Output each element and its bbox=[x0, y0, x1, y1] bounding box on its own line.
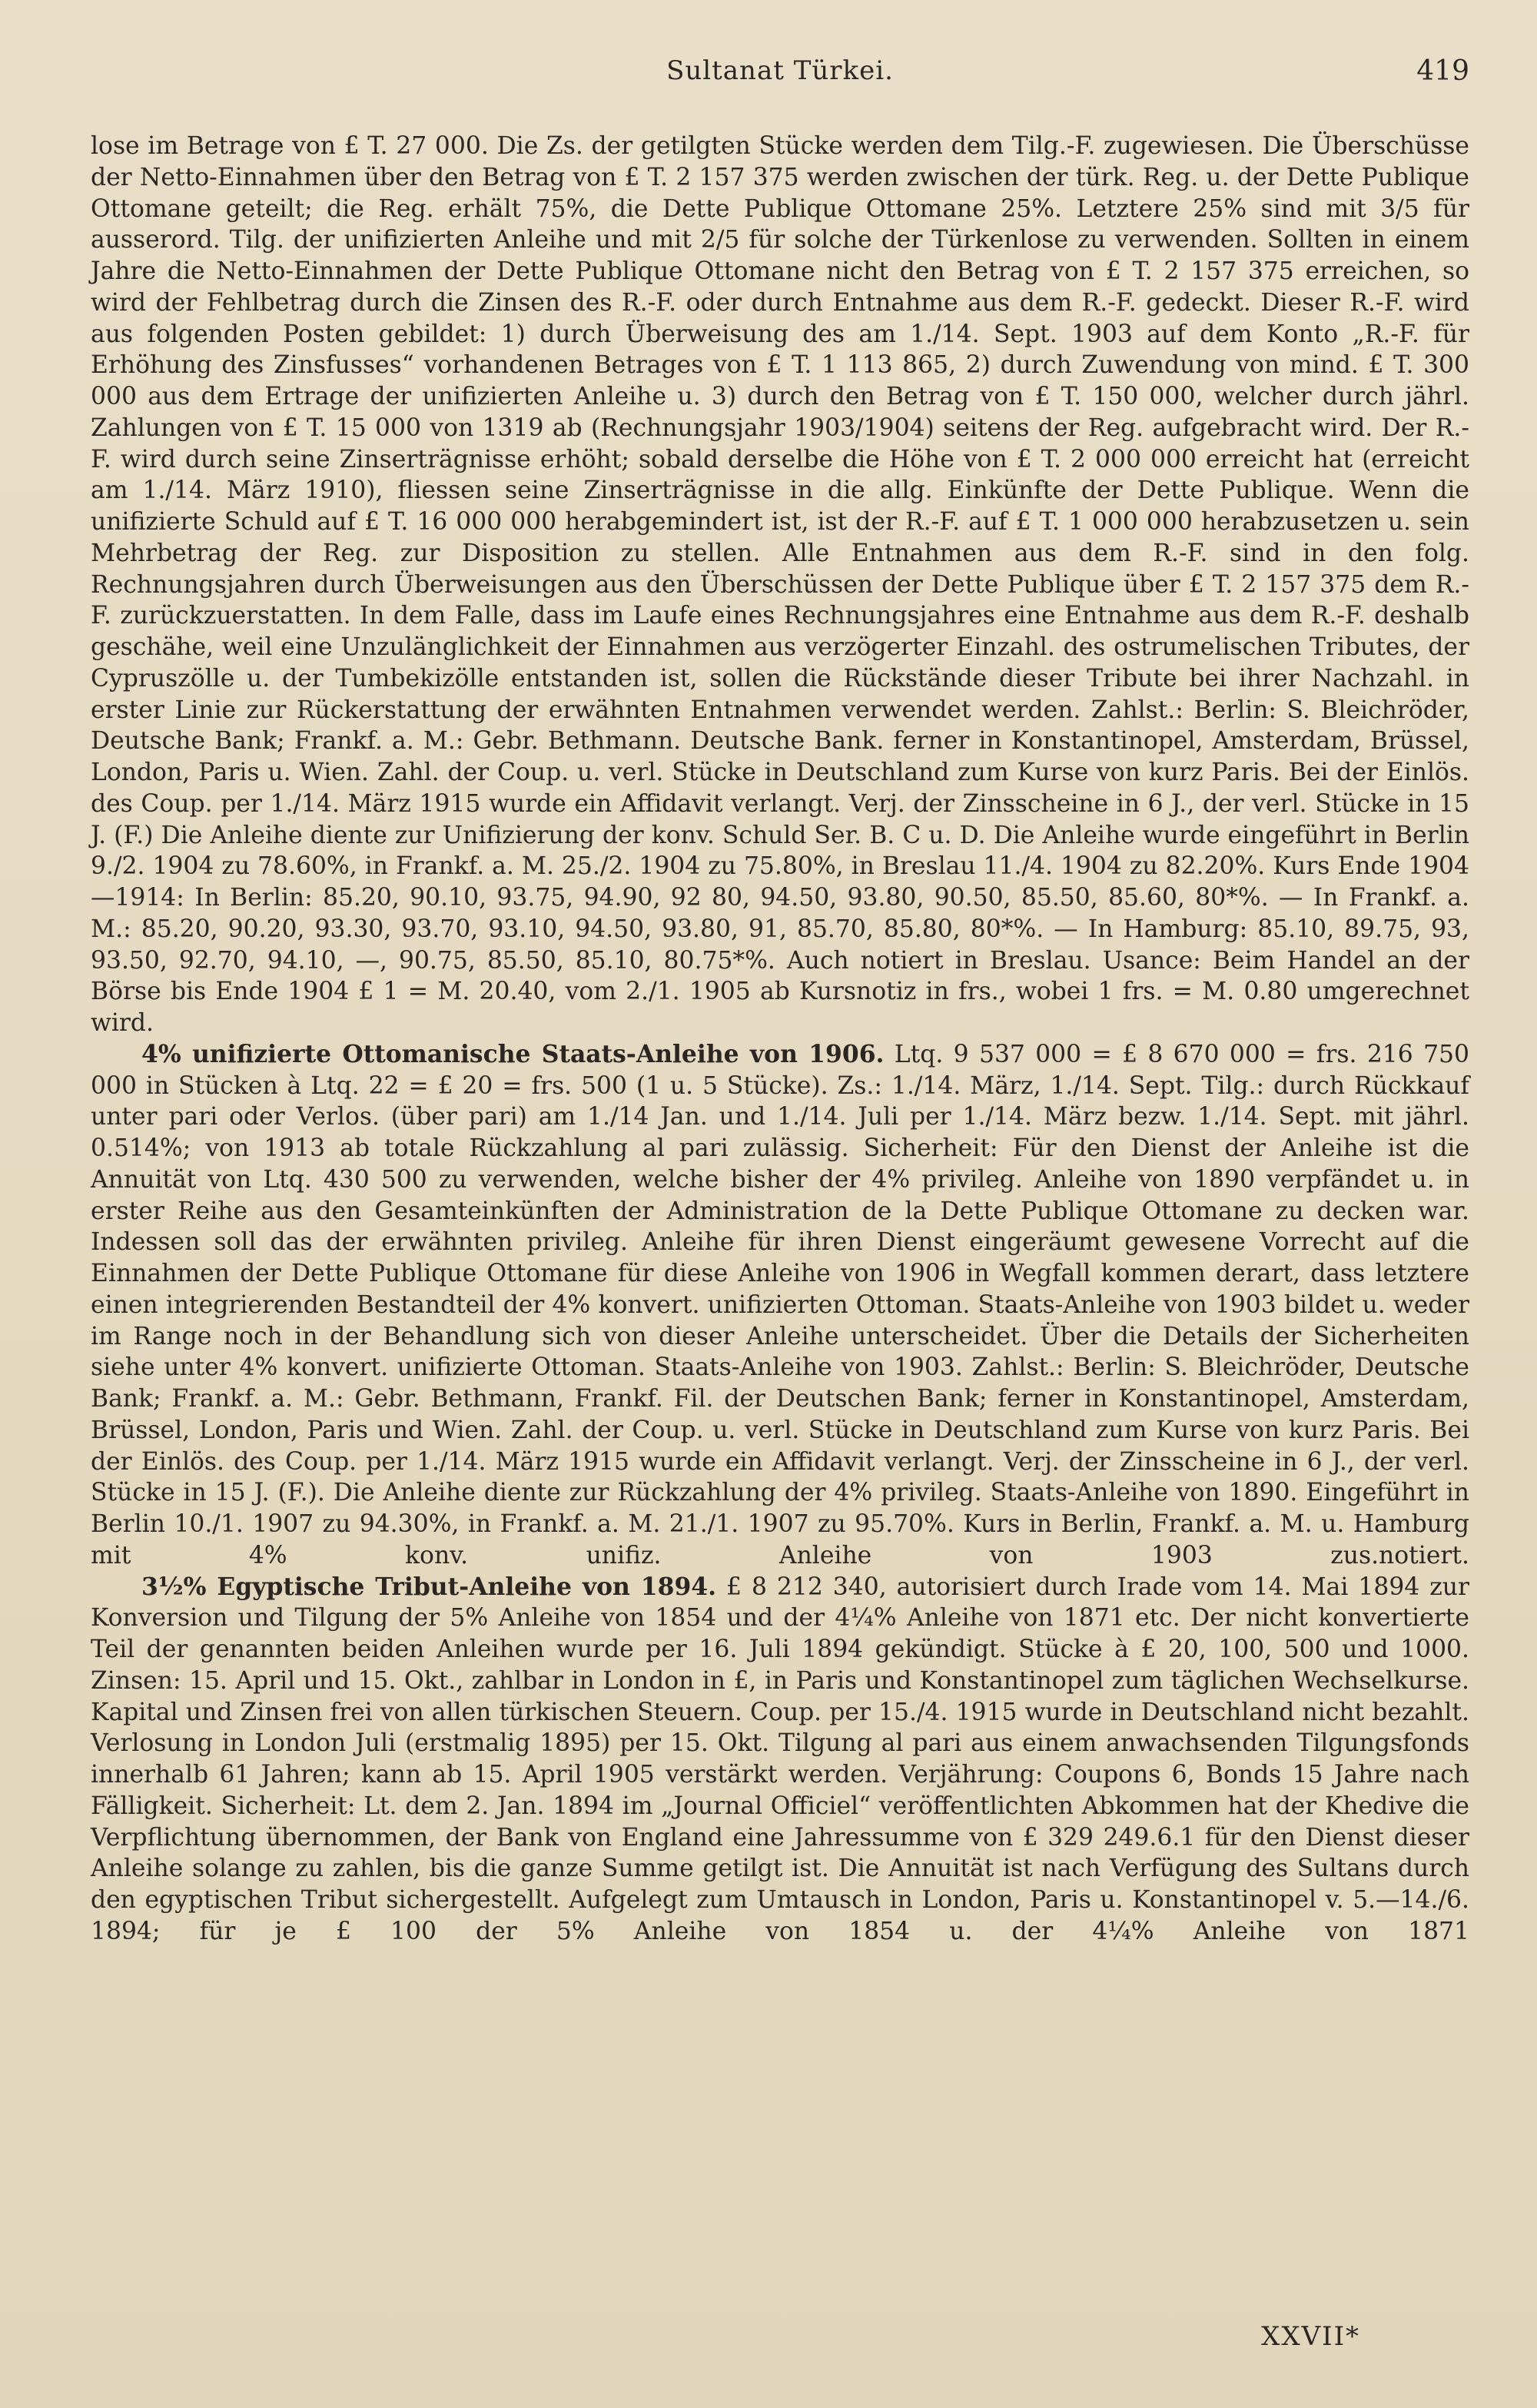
body-text bbox=[91, 131, 1469, 1948]
paragraph-text: £ 8 212 340, autorisiert durch Irade vom 14. Mai 1894 zur Konversion und Tilgung der 5% Anleihe von 1854 und der 4¼% Anleihe von 1871 etc. Der nicht konvertierte Teil der genannten beiden Anleihen wurde per 16. Juli 1894 gekündigt. Stücke à £ 20, 100, 500 und 1000. Zinsen: 15. April und 15. Okt., zahlbar in London in £, in Paris und Konstantinopel zum täglichen Wechselkurse. Kapital und Zinsen frei von allen türkischen Steuern. Coup. per 15./4. 1915 wurde in Deutschland nicht bezahlt. Verlosung in London Juli (erstmalig 1895) per 15. Okt. Tilgung al pari aus einem anwachsenden Tilgungsfonds innerhalb 61 Jahren; kann ab 15. April 1905 verstärkt werden. Verjährung: Coupons 6, Bonds 15 Jahre nach Fälligkeit. Sicherheit: Lt. dem 2. Jan. 1894 im „Journal Officiel“ veröffentlichten Abkommen hat der Khedive die Verpflichtung übernommen, der Bank von England eine Jahressumme von £ 329 249.6.1 für den Dienst dieser Anleihe solange zu zahlen, bis die ganze Summe getilgt ist. Die Annuität ist nach Verfügung des Sultans durch den egyptischen Tribut sichergestellt. Aufgelegt zum Umtausch in London, Paris u. Konstantinopel v. 5.—14./6. 1894; für je £ 100 der 5% Anleihe von 1854 u. der 4¼% Anleihe von 1871 bbox=[91, 1573, 1469, 1945]
paragraph-heading: 4% unifizierte Ottomanische Staats-Anleihe von 1906. bbox=[141, 1040, 885, 1068]
paragraph-reserve-fund bbox=[91, 131, 1469, 1039]
running-title: Sultanat Türkei. bbox=[666, 55, 894, 86]
paragraph-unified-loan-1906 bbox=[91, 1039, 1469, 1572]
paragraph-egyptian-tribute-loan bbox=[91, 1572, 1469, 1948]
signature-mark: XXVII* bbox=[1261, 2321, 1360, 2352]
paragraph-heading: 3½% Egyptische Tribut-Anleihe von 1894. bbox=[141, 1573, 717, 1601]
paragraph-text: lose im Betrage von £ T. 27 000. Die Zs. der getilgten Stücke werden dem Tilg.-F. zugewiesen. Die Überschüsse der Netto-Einnahmen über den Betrag von £ T. 2 157 375 werden zwischen der türk. Reg. u. der Dette Publique Ottomane geteilt; die Reg. erhält 75%, die Dette Publique Ottomane 25%. Letztere 25% sind mit 3/5 für ausserord. Tilg. der unifizierten Anleihe und mit 2/5 für solche der Türkenlose zu verwenden. Sollten in einem Jahre die Netto-Einnahmen der Dette Publique Ottomane nicht den Betrag von £ T. 2 157 375 erreichen, so wird der Fehlbetrag durch die Zinsen des R.-F. oder durch Entnahme aus dem R.-F. gedeckt. Dieser R.-F. wird aus folgenden Posten gebildet: 1) durch Überweisung des am 1./14. Sept. 1903 auf dem Konto „R.-F. für Erhöhung des Zinsfusses“ vorhandenen Betrages von £ T. 1 113 865, 2) durch Zuwendung von mind. £ T. 300 000 aus dem Ertrage der unifizierten Anleihe u. 3) durch den Betrag von £ T. 150 000, welcher durch jährl. Zahlungen von £ T. 15 000 von 1319 ab (Rechnungsjahr 1903/1904) seitens der Reg. aufgebracht wird. Der R.-F. wird durch seine Zinserträgnisse erhöht; sobald derselbe die Höhe von £ T. 2 000 000 erreicht hat (erreicht am 1./14. März 1910), fliessen seine Zinserträgnisse in die allg. Einkünfte der Dette Publique. Wenn die unifizierte Schuld auf £ T. 16 000 000 herabgemindert ist, ist der R.-F. auf £ T. 1 000 000 herabzusetzen u. sein Mehrbetrag der Reg. zur Disposition zu stellen. Alle Entnahmen aus dem R.-F. sind in den folg. Rechnungsjahren durch Überweisungen aus den Überschüssen der Dette Publique über £ T. 2 157 375 dem R.-F. zurückzuerstatten. In dem Falle, dass im Laufe eines Rechnungsjahres eine Entnahme aus dem R.-F. deshalb geschähe, weil eine Unzulänglichkeit der Einnahmen aus verzögerter Einzahl. des ostrumelischen Tributes, der Cypruszölle u. der Tumbekizölle entstanden ist, sollen die Rückstände dieser Tribute bei ihrer Nachzahl. in erster Linie zur Rückerstattung der erwähnten Entnahmen verwendet werden. Zahlst.: Berlin: S. Bleichröder, Deutsche Bank; Frankf. a. M.: Gebr. Bethmann. Deutsche Bank. ferner in Konstantinopel, Amsterdam, Brüssel, London, Paris u. Wien. Zahl. der Coup. u. verl. Stücke in Deutschland zum Kurse von kurz Paris. Bei der Einlös. des Coup. per 1./14. März 1915 wurde ein Affidavit verlangt. Verj. der Zinsscheine in 6 J., der verl. Stücke in 15 J. (F.) Die Anleihe diente zur Unifizierung der konv. Schuld Ser. B. C u. D. Die Anleihe wurde eingeführt in Berlin 9./2. 1904 zu 78.60%, in Frankf. a. M. 25./2. 1904 zu 75.80%, in Breslau 11./4. 1904 zu 82.20%. Kurs Ende 1904—1914: In Berlin: 85.20, 90.10, 93.75, 94.90, 92 80, 94.50, 93.80, 90.50, 85.50, 85.60, 80*%. — In Frankf. a. M.: 85.20, 90.20, 93.30, 93.70, 93.10, 94.50, 93.80, 91, 85.70, 85.80, 80*%. — In Hamburg: 85.10, 89.75, 93, 93.50, 92.70, 94.10, —, 90.75, 85.50, 85.10, 80.75*%. Auch notiert in Breslau. Usance: Beim Handel an der Börse bis Ende 1904 £ 1 = M. 20.40, vom 2./1. 1905 ab Kursnotiz in frs., wobei 1 frs. = M. 0.80 umgerechnet wird. bbox=[91, 132, 1469, 1037]
page-number: 419 bbox=[1416, 55, 1469, 87]
paragraph-text: Ltq. 9 537 000 = £ 8 670 000 = frs. 216 750 000 in Stücken à Ltq. 22 = £ 20 = frs. 500 (1 u. 5 Stücke). Zs.: 1./14. März, 1./14. Sept. Tilg.: durch Rückkauf unter pari oder Verlos. (über pari) am 1./14 Jan. und 1./14. Juli per 1./14. März bezw. 1./14. Sept. mit jährl. 0.514%; von 1913 ab totale Rückzahlung al pari zulässig. Sicherheit: Für den Dienst der Anleihe ist die Annuität von Ltq. 430 500 zu verwenden, welche bisher der 4% privileg. Anleihe von 1890 verpfändet u. in erster Reihe aus den Gesamteinkünften der Administration de la Dette Publique Ottomane zu decken war. Indessen soll das der erwähnten privileg. Anleihe für ihren Dienst eingeräumt gewesene Vorrecht auf die Einnahmen der Dette Publique Ottomane für diese Anleihe von 1906 in Wegfall kommen derart, dass letztere einen integrierenden Bestandteil der 4% konvert. unifizierten Ottoman. Staats-Anleihe von 1903 bildet u. weder im Range noch in der Behandlung sich von dieser Anleihe unterscheidet. Über die Details der Sicherheiten siehe unter 4% konvert. unifizierte Ottoman. Staats-Anleihe von 1903. Zahlst.: Berlin: S. Bleichröder, Deutsche Bank; Frankf. a. M.: Gebr. Bethmann, Frankf. Fil. der Deutschen Bank; ferner in Konstantinopel, Amsterdam, Brüssel, London, Paris und Wien. Zahl. der Coup. u. verl. Stücke in Deutschland zum Kurse von kurz Paris. Bei der Einlös. des Coup. per 1./14. März 1915 wurde ein Affidavit verlangt. Verj. der Zinsscheine in 6 J., der verl. Stücke in 15 J. (F.). Die Anleihe diente zur Rückzahlung der 4% privileg. Staats-Anleihe von 1890. Eingeführt in Berlin 10./1. 1907 zu 94.30%, in Frankf. a. M. 21./1. 1907 zu 95.70%. Kurs in Berlin, Frankf. a. M. u. Hamburg mit 4% konv. unifiz. Anleihe von 1903 zus.notiert. bbox=[91, 1040, 1469, 1569]
page-header bbox=[91, 55, 1469, 94]
